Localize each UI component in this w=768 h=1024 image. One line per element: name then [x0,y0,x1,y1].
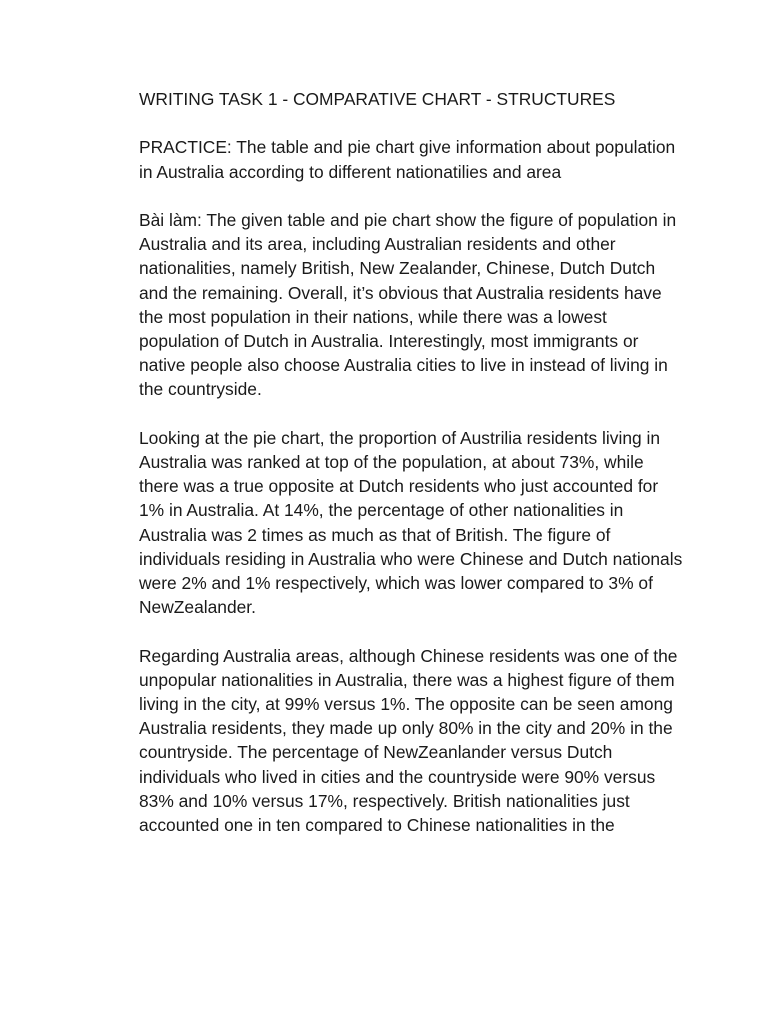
document-body [139,87,684,861]
answer-intro-paragraph: Bài làm: The given table and pie chart show the figure of population in Australia and its area, including Australian residents and other nationalities, namely British, New Zealander, Chinese, Dutch Dutch and the remaining. Overall, it’s obvious that Australia residents have the most population in their nations, while there was a lowest population of Dutch in Australia. Interestingly, most immigrants or native people also choose Australia cities to live in instead of living in the countryside. [139,209,677,400]
practice-prompt: PRACTICE: The table and pie chart give information about population in Australia according to different nationatilies and area [139,137,676,182]
document-title: WRITING TASK 1 - COMPARATIVE CHART - STRUCTURES [139,89,616,109]
areas-paragraph: Regarding Australia areas, although Chinese residents was one of the unpopular nationalities in Australia, there was a highest figure of them living in the city, at 99% versus 1%. The opposite can be seen among Australia residents, they made up only 80% in the city and 20% in the countryside. The percentage of NewZeanlander versus Dutch individuals who lived in cities and the countryside were 90% versus 83% and 10% versus 17%, respectively. British nationalities just accounted one in ten compared to Chinese nationalities in the [139,645,678,836]
pie-chart-paragraph: Looking at the pie chart, the proportion of Austrilia residents living in Australia was ranked at top of the population, at about 73%, while there was a true opposite at Dutch residents who just accounted for 1% in Australia. At 14%, the percentage of other nationalities in Australia was 2 times as much as that of British. The figure of individuals residing in Australia who were Chinese and Dutch nationals were 2% and 1% respectively, which was lower compared to 3% of NewZealander. [139,427,683,618]
